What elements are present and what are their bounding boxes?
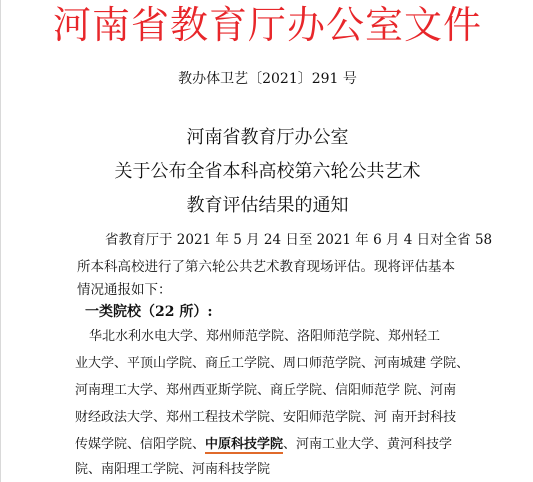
document-number: 教办体卫艺〔2021〕291 号 — [178, 71, 357, 87]
category-heading: 一类院校（22 所）: — [85, 304, 213, 320]
school-list-line-5-start: 传媒学院、信阳学院、 — [75, 437, 206, 452]
body-paragraph-line-1: 省教育厅于 2021 年 5 月 24 日至 2021 年 6 月 4 日对全省 58 — [105, 232, 493, 248]
body-paragraph-line-2: 所本科高校进行了第六轮公共艺术教育现场评估。现将评估基本 — [77, 259, 455, 275]
school-list-line-2: 业大学、平顶山学院、商丘工学院、周口师范学院、河南城建 学院、 — [75, 356, 470, 371]
school-list-line-5-end: 、河南工业大学、黄河科技学 — [283, 437, 453, 452]
school-list-line-6: 院、南阳理工学院、河南科技学院 — [75, 462, 271, 477]
body-paragraph-line-3: 情况通报如下： — [77, 282, 172, 298]
notice-title-line-1: 河南省教育厅办公室 — [186, 127, 349, 148]
masthead-title: 河南省教育厅办公室文件 — [52, 3, 482, 47]
highlighted-school: 中原科技学院 — [205, 437, 284, 452]
school-list-line-3: 河南理工大学、郑州西亚斯学院、商丘学院、信阳师范学 院、河南 — [75, 383, 457, 398]
school-list-line-5 — [75, 436, 452, 454]
school-list-line-4: 财经政法大学、郑州工程技术学院、安阳师范学院、河 南开封科技 — [75, 410, 457, 425]
notice-title-line-2: 关于公布全省本科高校第六轮公共艺术 — [114, 161, 421, 182]
notice-title-line-3: 教育评估结果的通知 — [186, 195, 349, 216]
school-list-line-1: 华北水利水电大学、郑州师范学院、洛阳师范学院、郑州轻工 — [89, 329, 441, 344]
